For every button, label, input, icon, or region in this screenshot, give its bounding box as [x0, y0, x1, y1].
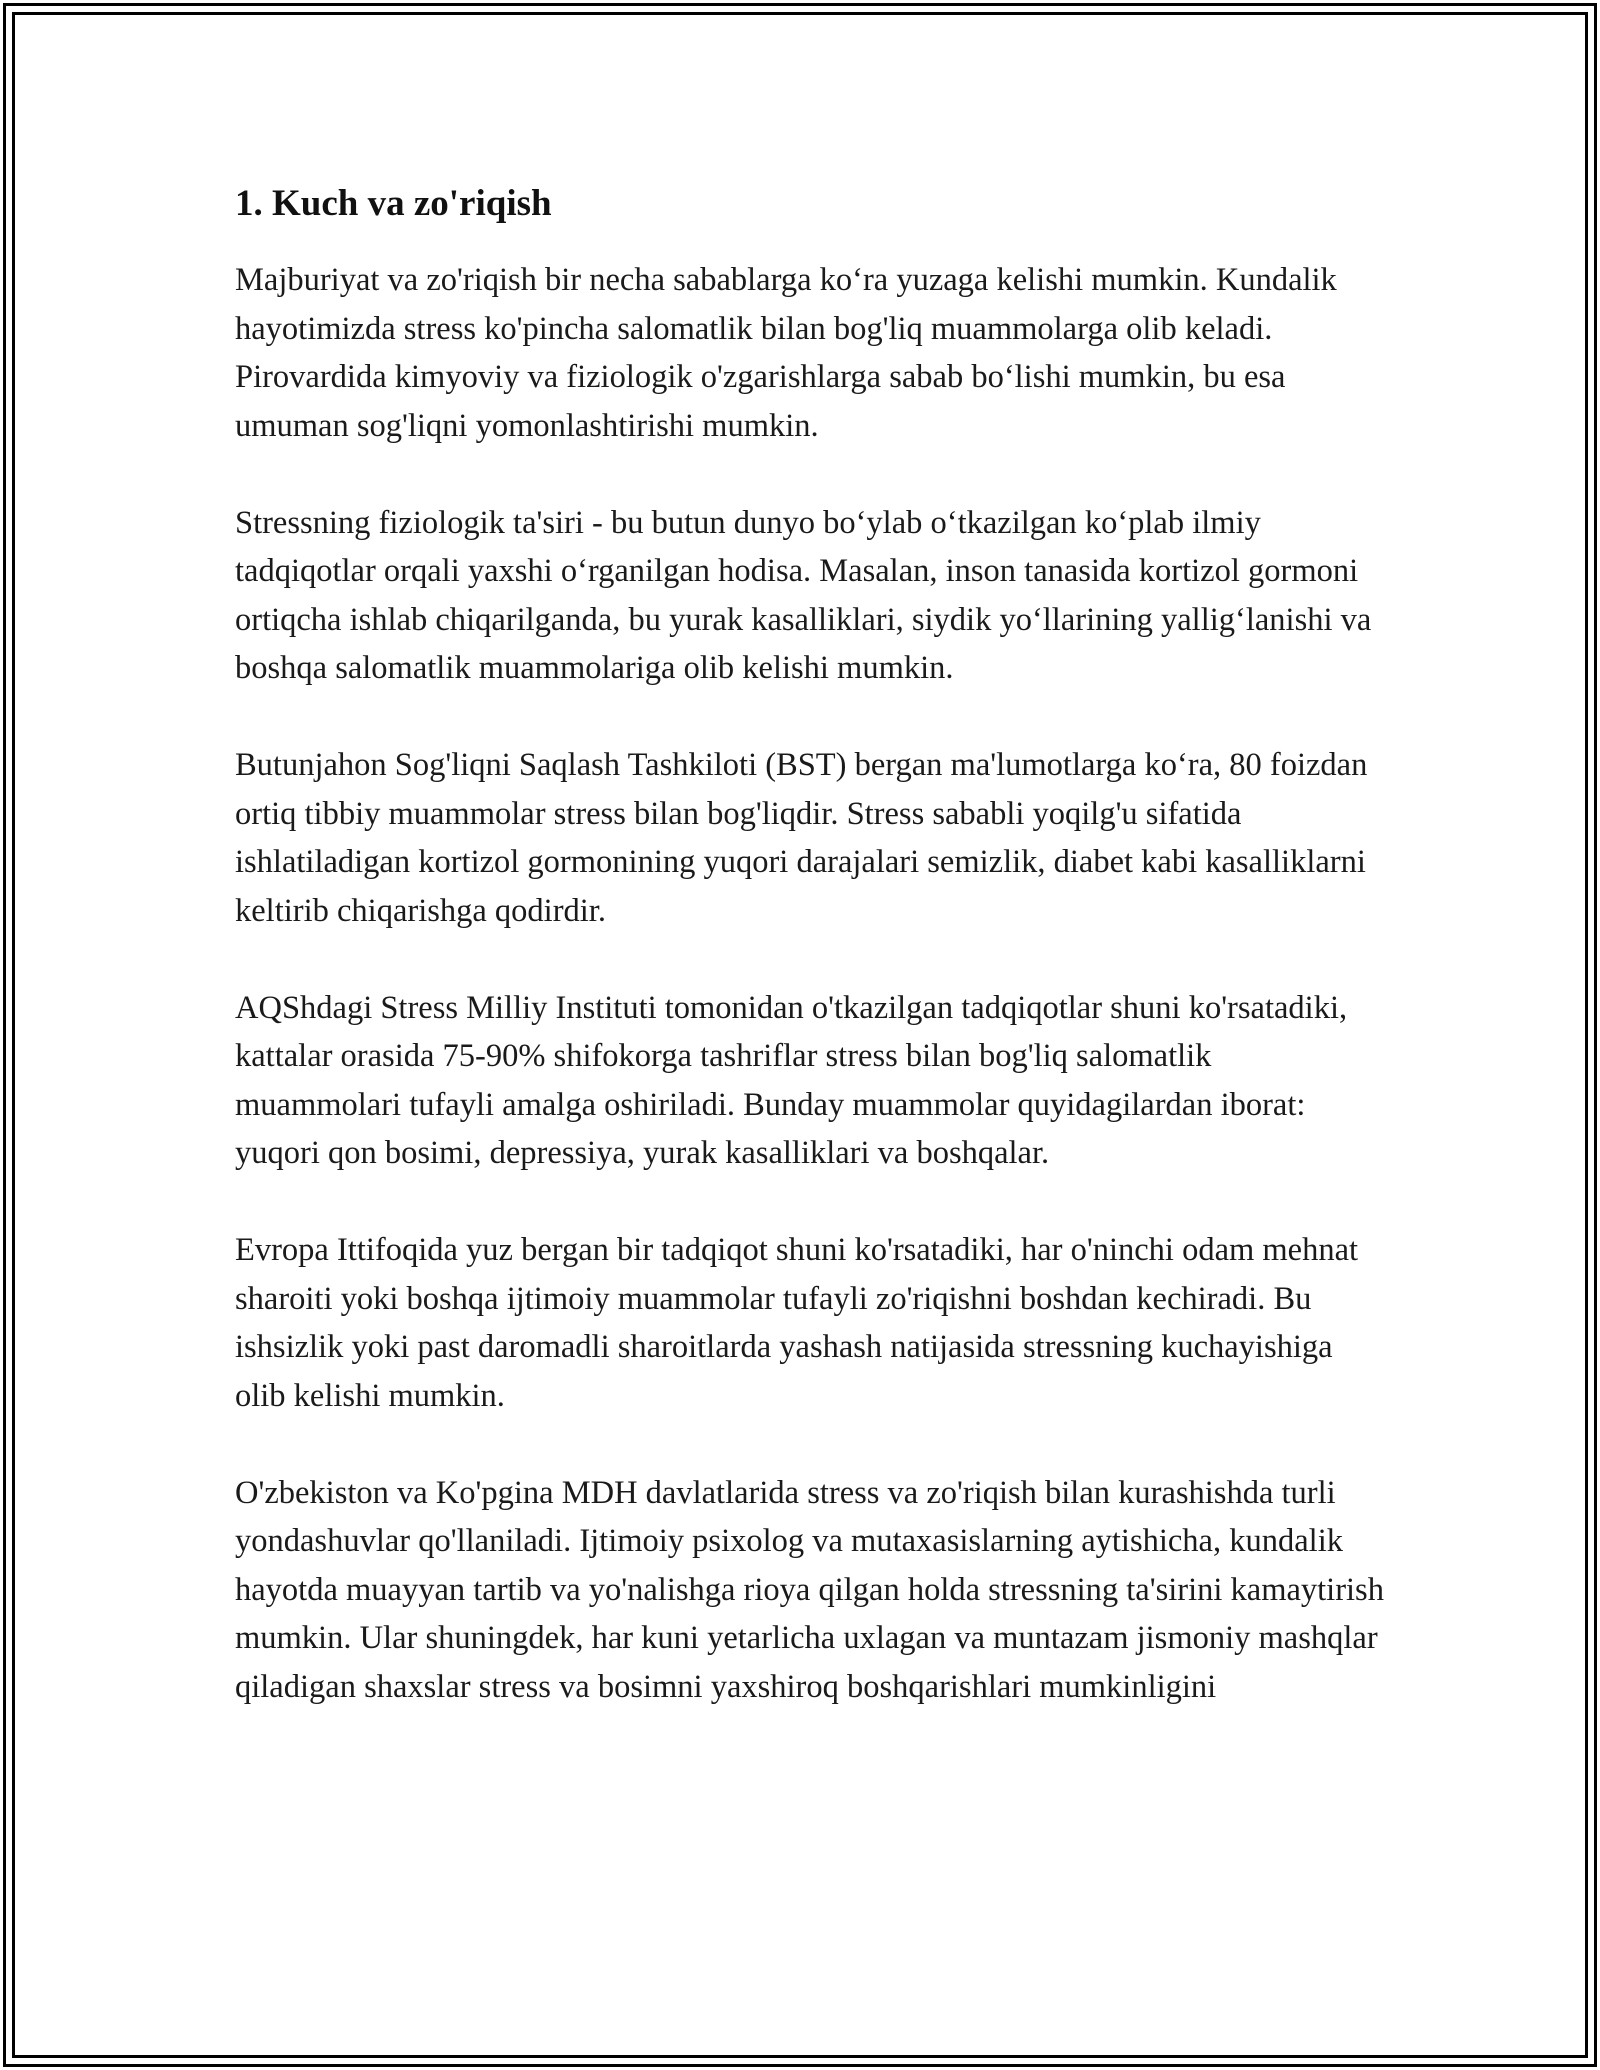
section-heading: 1. Kuch va zo'riqish [235, 183, 552, 224]
document-body [235, 180, 1385, 1711]
paragraph-3: Butunjahon Sog'liqni Saqlash Tashkiloti (BST) bergan ma'lumotlarga ko‘ra, 80 foizdan ortiq tibbiy muammolar stress bilan bog'liqdir. Stress sababli yoqilg'u sifatida ishlatiladigan kortizol gormonining yuqori darajalari semizlik, diabet kabi kasalliklarni keltirib chiqarishga qodirdir. [235, 747, 1368, 929]
paragraph-6: O'zbekiston va Ko'pgina MDH davlatlarida stress va zo'riqish bilan kurashishda turli yondashuvlar qo'llaniladi. Ijtimoiy psixolog va mutaxasislarning aytishicha, kundalik hayotda muayyan tartib va yo'nalishga rioya qilgan holda stressning ta'sirini kamaytirish mumkin. Ular shuningdek, har kuni yetarlicha uxlagan va muntazam jismoniy mashqlar qiladigan shaxslar stress va bosimni yaxshiroq boshqarishlari mumkinligini [235, 1474, 1384, 1705]
paragraph-4: AQShdagi Stress Milliy Instituti tomonidan o'tkazilgan tadqiqotlar shuni ko'rsatadiki, kattalar orasida 75-90% shifokorga tashriflar stress bilan bog'liq salomatlik muammolari tufayli amalga oshiriladi. Bunday muammolar quyidagilardan iborat: yuqori qon bosimi, depressiya, yurak kasalliklari va boshqalar. [235, 989, 1348, 1171]
paragraph-1: Majburiyat va zo'riqish bir necha sabablarga ko‘ra yuzaga kelishi mumkin. Kundalik hayotimizda stress ko'pincha salomatlik bilan bog'liq muammolarga olib keladi. Pirovardida kimyoviy va fiziologik o'zgarishlarga sabab bo‘lishi mumkin, bu esa umuman sog'liqni yomonlashtirishi mumkin. [235, 262, 1337, 444]
paragraph-5: Evropa Ittifoqida yuz bergan bir tadqiqot shuni ko'rsatadiki, har o'ninchi odam mehnat sharoiti yoki boshqa ijtimoiy muammolar tufayli zo'riqishni boshdan kechiradi. Bu ishsizlik yoki past daromadli sharoitlarda yashash natijasida stressning kuchayishiga olib kelishi mumkin. [235, 1232, 1359, 1414]
paragraph-2: Stressning fiziologik ta'siri - bu butun dunyo bo‘ylab o‘tkazilgan ko‘plab ilmiy tadqiqotlar orqali yaxshi o‘rganilgan hodisa. Masalan, inson tanasida kortizol gormoni ortiqcha ishlab chiqarilganda, bu yurak kasalliklari, siydik yo‘llarining yallig‘lanishi va boshqa salomatlik muammolariga olib kelishi mumkin. [235, 504, 1372, 686]
